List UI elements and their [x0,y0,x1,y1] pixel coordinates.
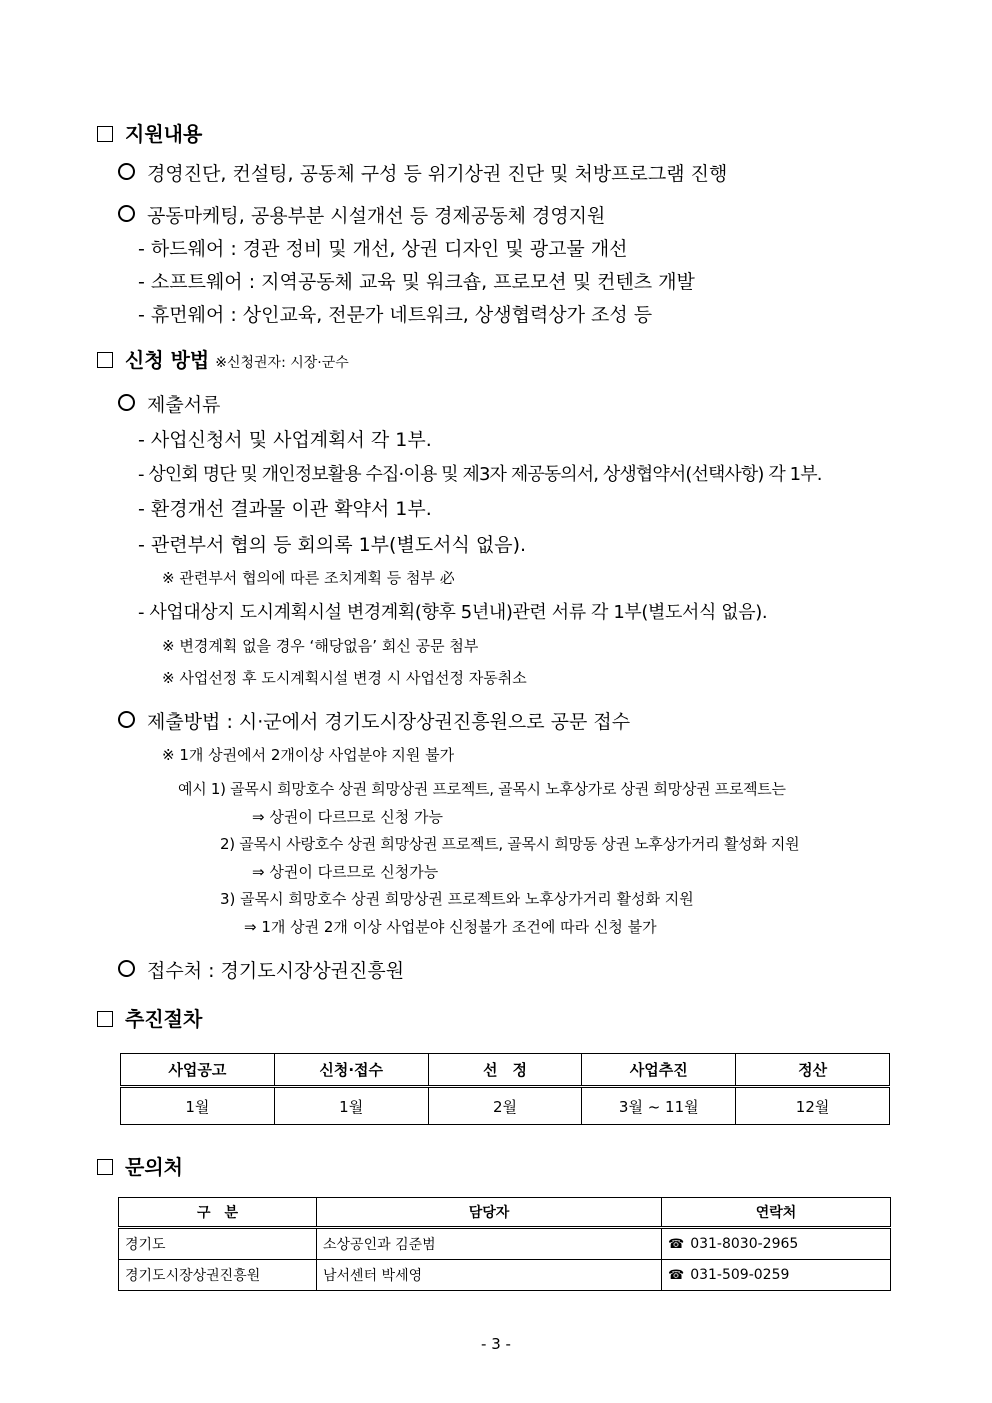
table-header-cell: 사업추진 [582,1054,736,1087]
doc-note: ※ 관련부서 협의에 따른 조치계획 등 첨부 必 [162,569,455,587]
table-header-row [119,1198,891,1228]
support-item-2: 공동마케팅, 공용부분 시설개선 등 경제공동체 경영지원 [118,201,605,228]
table-header-cell: 구 분 [119,1198,317,1228]
circle-bullet-icon [118,394,135,411]
doc-item: - 관련부서 협의 등 회의록 1부(별도서식 없음). [138,534,527,556]
checkbox-square-icon [97,1159,113,1175]
table-row [119,1228,891,1260]
table-header-row [121,1054,890,1087]
doc-note: ※ 변경계획 없을 경우 ‘해당없음’ 회신 공문 첨부 [162,637,479,655]
table-cell: 1월 [274,1087,428,1125]
contact-table [118,1197,891,1291]
contact-org: 경기도시장상권진흥원 [119,1260,317,1291]
section-process-heading [97,1003,202,1032]
table-header-cell: 담당자 [317,1198,662,1228]
submit-method: 제출방법 : 시·군에서 경기도시장상권진흥원으로 공문 접수 [118,707,630,734]
table-cell: 12월 [736,1087,890,1125]
table-cell: 1월 [121,1087,275,1125]
contact-person: 소상공인과 김준범 [317,1228,662,1260]
checkbox-square-icon [97,126,113,142]
table-row [121,1087,890,1125]
table-cell: 2월 [428,1087,582,1125]
circle-bullet-icon [118,960,135,977]
support-item-1: 경영진단, 컨설팅, 공동체 구성 등 위기상권 진단 및 처방프로그램 진행 [118,159,727,186]
support-subitem-3: - 휴먼웨어 : 상인교육, 전문가 네트워크, 상생협력상가 조성 등 [138,304,653,326]
section-title: 지원내용 [125,122,203,146]
example-line: ⇒ 1개 상권 2개 이상 사업분야 신청불가 조건에 따라 신청 불가 [244,918,657,936]
support-subitem-2: - 소프트웨어 : 지역공동체 교육 및 워크숍, 프로모션 및 컨텐츠 개발 [138,271,695,293]
example-line: 2) 골목시 사랑호수 상권 희망상권 프로젝트, 골목시 희망동 상권 노후상가거리 활성화 지원 [220,835,800,853]
section-title: 문의처 [125,1155,183,1179]
applicant-note: ※신청권자: 시장·군수 [215,355,349,371]
section-title: 추진절차 [125,1007,203,1031]
checkbox-square-icon [97,352,113,368]
doc-note: ※ 사업선정 후 도시계획시설 변경 시 사업선정 자동취소 [162,669,527,687]
phone-icon: ☎ [668,1268,685,1283]
doc-item: - 사업신청서 및 사업계획서 각 1부. [138,429,432,451]
circle-bullet-icon [118,205,135,222]
doc-item: - 환경개선 결과물 이관 확약서 1부. [138,498,432,520]
doc-item: - 사업대상지 도시계획시설 변경계획(향후 5년내)관련 서류 각 1부(별도서식 없음). [138,602,768,623]
docs-heading: 제출서류 [118,390,220,417]
circle-bullet-icon [118,163,135,180]
example-line: 예시 1) 골목시 희망호수 상권 희망상권 프로젝트, 골목시 노후상가로 상권 희망상권 프로젝트는 [178,780,786,798]
process-table [120,1053,890,1125]
section-contact-heading [97,1151,183,1180]
contact-person: 남서센터 박세영 [317,1260,662,1291]
table-header-cell: 사업공고 [121,1054,275,1087]
table-header-cell: 신청·접수 [274,1054,428,1087]
contact-phone: ☎ 031-8030-2965 [662,1228,891,1260]
phone-icon: ☎ [668,1237,685,1252]
section-apply-heading [97,344,349,373]
doc-item: - 상인회 명단 및 개인정보활용 수집·이용 및 제3자 제공동의서, 상생협약서(선택사항) 각 1부. [138,464,822,485]
contact-org: 경기도 [119,1228,317,1260]
table-cell: 3월 ~ 11월 [582,1087,736,1125]
method-note: ※ 1개 상권에서 2개이상 사업분야 지원 불가 [162,746,455,764]
page-number: - 3 - [481,1335,511,1353]
table-row [119,1260,891,1291]
section-support-heading [97,118,202,147]
table-header-cell: 연락처 [662,1198,891,1228]
receiving-office: 접수처 : 경기도시장상권진흥원 [118,956,404,983]
section-title: 신청 방법 [125,348,210,372]
support-subitem-1: - 하드웨어 : 경관 정비 및 개선, 상권 디자인 및 광고물 개선 [138,238,628,260]
circle-bullet-icon [118,711,135,728]
example-line: 3) 골목시 희망호수 상권 희망상권 프로젝트와 노후상가거리 활성화 지원 [220,890,694,908]
contact-phone: ☎ 031-509-0259 [662,1260,891,1291]
table-header-cell: 정산 [736,1054,890,1087]
checkbox-square-icon [97,1011,113,1027]
example-line: ⇒ 상권이 다르므로 신청가능 [252,863,439,881]
example-line: ⇒ 상권이 다르므로 신청 가능 [252,808,444,826]
table-header-cell: 선 정 [428,1054,582,1087]
